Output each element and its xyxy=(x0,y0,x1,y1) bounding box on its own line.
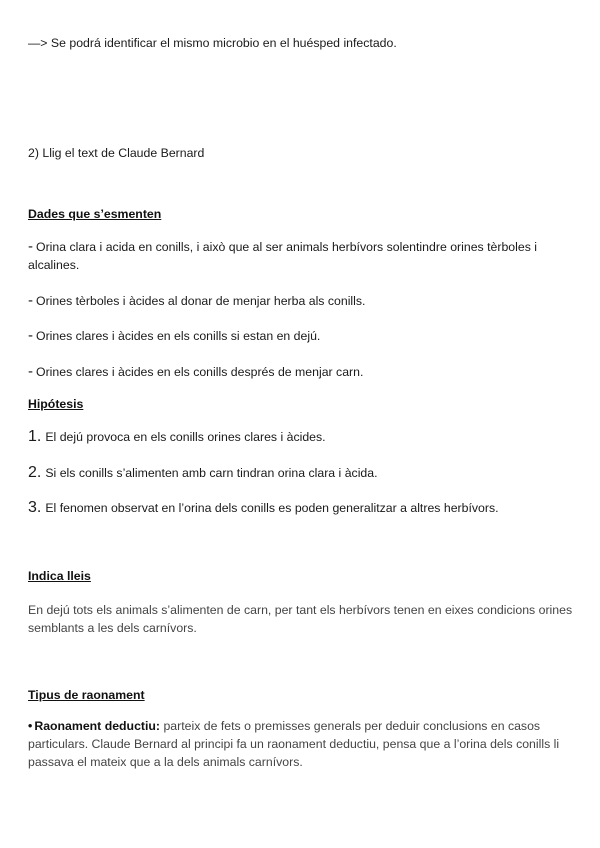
dades-heading: Dades que s’esmenten xyxy=(28,207,162,221)
dades-item xyxy=(28,292,576,310)
dash-marker: - xyxy=(28,238,33,255)
lleis-heading: Indica lleis xyxy=(28,569,91,583)
dades-item-text: Orines tèrboles i àcides al donar de menjar herba als conills. xyxy=(36,294,366,308)
dades-item-text: Orines clares i àcides en els conills després de menjar carn. xyxy=(36,365,364,379)
hipotesis-item xyxy=(28,428,576,446)
item-number: 3. xyxy=(28,499,42,516)
intro-line: —> Se podrá identificar el mismo microbio en el huésped infectado. xyxy=(28,36,397,50)
question-line: 2) Llig el text de Claude Bernard xyxy=(28,146,205,160)
dades-item xyxy=(28,238,576,274)
dades-item-text: Orines clares i àcides en els conills si estan en dejú. xyxy=(36,329,321,343)
dades-item-text: Orina clara i acida en conills, i això que al ser animals herbívors solentindre orines tèrboles i alcalines. xyxy=(28,240,538,272)
raonament-heading: Tipus de raonament xyxy=(28,688,145,702)
item-number: 2. xyxy=(28,464,42,481)
raonament-paragraph xyxy=(28,717,576,771)
lleis-paragraph: En dejú tots els animals s’alimenten de carn, per tant els herbívors tenen en eixes condicions orines semblants a les dels carnívors. xyxy=(28,603,573,635)
hipotesis-item xyxy=(28,499,576,517)
item-number: 1. xyxy=(28,428,42,445)
dash-marker: - xyxy=(28,327,33,344)
raonament-label: Raonament deductiu: xyxy=(34,719,161,733)
hipotesis-item-text: El fenomen observat en l’orina dels conills es poden generalitzar a altres herbívors. xyxy=(45,501,499,515)
hipotesis-heading: Hipótesis xyxy=(28,397,84,411)
hipotesis-item-text: Si els conills s’alimenten amb carn tindran orina clara i àcida. xyxy=(45,466,378,480)
dades-item xyxy=(28,363,576,381)
dash-marker: - xyxy=(28,363,33,380)
hipotesis-item xyxy=(28,464,576,482)
dash-marker: - xyxy=(28,292,33,309)
hipotesis-item-text: El dejú provoca en els conills orines clares i àcides. xyxy=(45,430,326,444)
bullet-marker: • xyxy=(28,719,33,733)
raonament-text: parteix de fets o premisses generals per deduir conclusions en casos particulars. Claude Bernard al principi fa un raonament deductiu, pensa que a l’orina dels conills li passava el mateix que a la dels animals carnívors. xyxy=(28,719,560,769)
dades-item xyxy=(28,327,576,345)
